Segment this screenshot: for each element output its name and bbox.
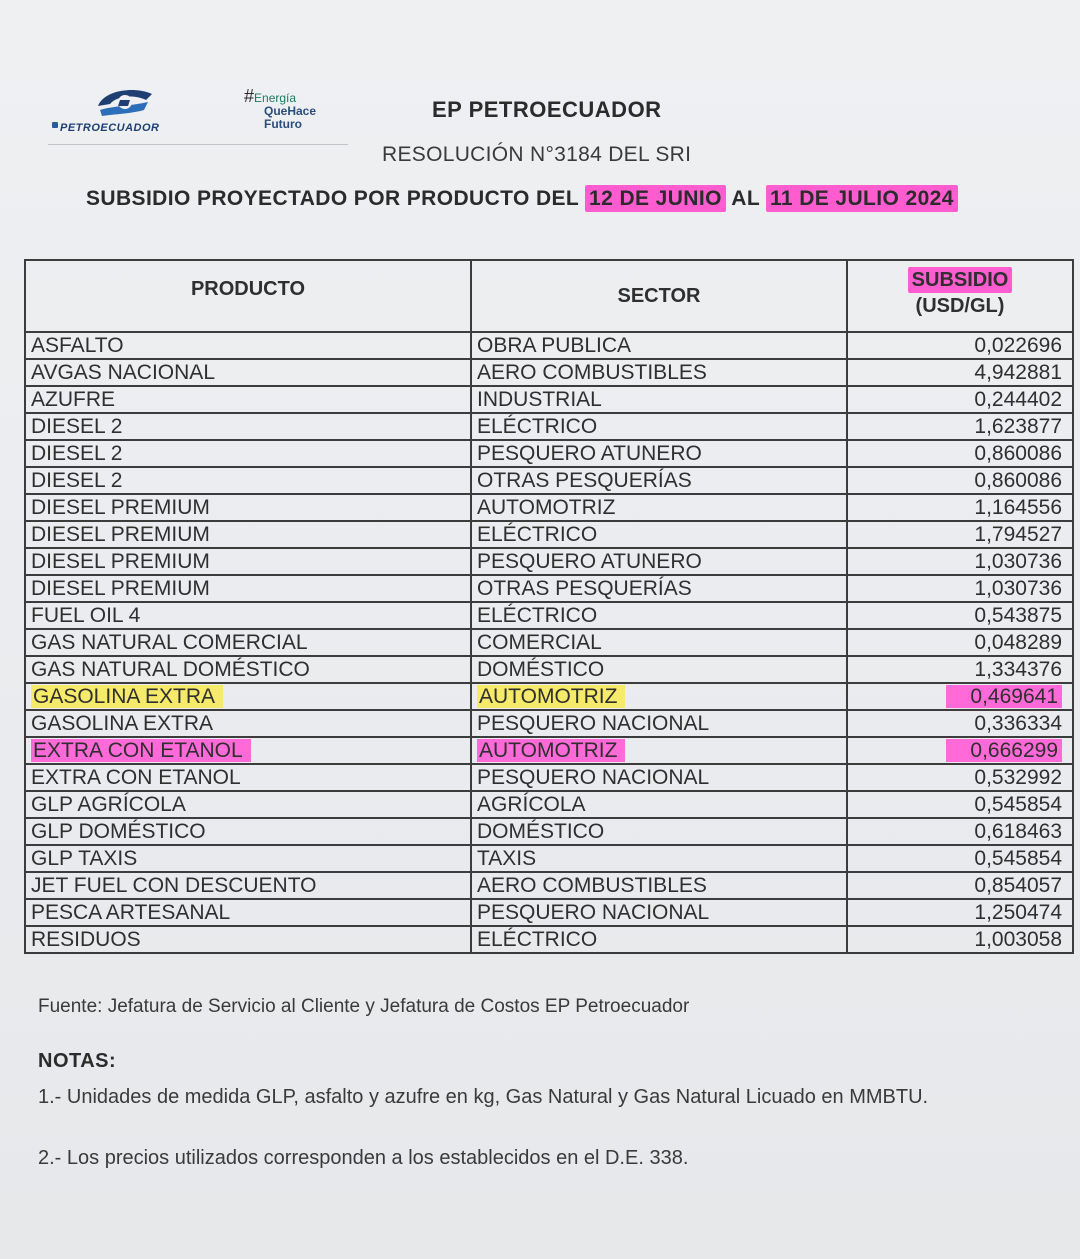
cell-sector bbox=[471, 332, 847, 359]
cell-product bbox=[25, 359, 471, 386]
table-row bbox=[25, 629, 1073, 656]
cell-subsidy-text: 0,860086 bbox=[974, 469, 1062, 492]
cell-product bbox=[25, 548, 471, 575]
table-row bbox=[25, 359, 1073, 386]
table-row bbox=[25, 575, 1073, 602]
cell-subsidy-text: 1,250474 bbox=[974, 901, 1062, 924]
cell-subsidy bbox=[847, 926, 1073, 953]
table-row bbox=[25, 656, 1073, 683]
header-subsidy-label: SUBSIDIO bbox=[908, 267, 1013, 293]
cell-subsidy bbox=[847, 359, 1073, 386]
cell-subsidy-text: 0,618463 bbox=[974, 820, 1062, 843]
cell-sector bbox=[471, 521, 847, 548]
cell-product-text: GAS NATURAL DOMÉSTICO bbox=[31, 658, 310, 681]
table-row bbox=[25, 818, 1073, 845]
subtitle-mid: AL bbox=[731, 187, 760, 210]
document-subtitle bbox=[86, 187, 958, 211]
cell-sector bbox=[471, 845, 847, 872]
cell-subsidy-text: 0,860086 bbox=[974, 442, 1062, 465]
cell-sector bbox=[471, 656, 847, 683]
cell-product-text: FUEL OIL 4 bbox=[31, 604, 141, 627]
subsidy-table bbox=[24, 259, 1074, 954]
slogan bbox=[244, 86, 317, 131]
cell-sector bbox=[471, 899, 847, 926]
cell-subsidy-text: 1,030736 bbox=[974, 577, 1062, 600]
cell-product-text: AZUFRE bbox=[31, 388, 115, 411]
cell-product bbox=[25, 494, 471, 521]
cell-product bbox=[25, 521, 471, 548]
cell-product-text: JET FUEL CON DESCUENTO bbox=[31, 874, 317, 897]
header-subsidy bbox=[847, 260, 1073, 332]
cell-product-text: DIESEL 2 bbox=[31, 469, 123, 492]
cell-subsidy bbox=[847, 332, 1073, 359]
cell-subsidy bbox=[847, 386, 1073, 413]
cell-subsidy-text: 1,334376 bbox=[974, 658, 1062, 681]
cell-product-text: EXTRA CON ETANOL bbox=[31, 739, 251, 762]
cell-subsidy bbox=[847, 575, 1073, 602]
cell-product-text: DIESEL PREMIUM bbox=[31, 523, 210, 546]
cell-subsidy-text: 1,003058 bbox=[974, 928, 1062, 951]
cell-subsidy bbox=[847, 629, 1073, 656]
table-row bbox=[25, 926, 1073, 953]
table-row bbox=[25, 386, 1073, 413]
cell-subsidy bbox=[847, 548, 1073, 575]
note-1: 1.- Unidades de medida GLP, asfalto y azufre en kg, Gas Natural y Gas Natural Licuado en MMBTU. bbox=[38, 1086, 929, 1108]
date-from: 12 DE JUNIO bbox=[585, 185, 726, 212]
resolution-title: RESOLUCIÓN N°3184 DEL SRI bbox=[382, 143, 692, 166]
cell-sector-text: DOMÉSTICO bbox=[477, 658, 605, 681]
note-2: 2.- Los precios utilizados corresponden a los establecidos en el D.E. 338. bbox=[38, 1147, 689, 1169]
cell-product-text: DIESEL 2 bbox=[31, 415, 123, 438]
cell-product-text: GAS NATURAL COMERCIAL bbox=[31, 631, 308, 654]
cell-subsidy bbox=[847, 710, 1073, 737]
table-row bbox=[25, 872, 1073, 899]
cell-subsidy-text: 1,164556 bbox=[974, 496, 1062, 519]
table-row bbox=[25, 548, 1073, 575]
cell-sector-text: COMERCIAL bbox=[477, 631, 602, 654]
cell-subsidy-text: 1,030736 bbox=[974, 550, 1062, 573]
subtitle-prefix: SUBSIDIO PROYECTADO POR PRODUCTO DEL bbox=[86, 187, 579, 210]
cell-subsidy-text: 0,545854 bbox=[974, 793, 1062, 816]
cell-subsidy bbox=[847, 818, 1073, 845]
cell-subsidy bbox=[847, 899, 1073, 926]
cell-sector bbox=[471, 764, 847, 791]
slogan-hash: # bbox=[244, 86, 255, 106]
cell-product bbox=[25, 872, 471, 899]
cell-sector bbox=[471, 494, 847, 521]
cell-sector bbox=[471, 683, 847, 710]
table-row bbox=[25, 737, 1073, 764]
cell-sector-text: PESQUERO ATUNERO bbox=[477, 550, 702, 573]
cell-subsidy-text: 1,794527 bbox=[974, 523, 1062, 546]
cell-product-text: AVGAS NACIONAL bbox=[31, 361, 215, 384]
cell-sector-text: OTRAS PESQUERÍAS bbox=[477, 577, 692, 600]
cell-subsidy bbox=[847, 683, 1073, 710]
cell-product bbox=[25, 575, 471, 602]
cell-sector bbox=[471, 440, 847, 467]
cell-subsidy-text: 4,942881 bbox=[974, 361, 1062, 384]
cell-subsidy-text: 0,469641 bbox=[946, 685, 1062, 708]
table-row bbox=[25, 332, 1073, 359]
cell-sector bbox=[471, 791, 847, 818]
table-row bbox=[25, 899, 1073, 926]
cell-subsidy bbox=[847, 737, 1073, 764]
cell-subsidy bbox=[847, 467, 1073, 494]
cell-sector-text: ELÉCTRICO bbox=[477, 928, 598, 951]
slogan-line-1: Energía bbox=[254, 91, 297, 105]
petroecuador-logo bbox=[52, 82, 202, 142]
cell-product bbox=[25, 791, 471, 818]
cell-product-text: EXTRA CON ETANOL bbox=[31, 766, 241, 789]
slogan-line-2: QueHace bbox=[264, 104, 317, 118]
cell-product bbox=[25, 683, 471, 710]
cell-subsidy bbox=[847, 521, 1073, 548]
cell-sector bbox=[471, 386, 847, 413]
source-note: Fuente: Jefatura de Servicio al Cliente y Jefatura de Costos EP Petroecuador bbox=[38, 996, 690, 1017]
table-row bbox=[25, 710, 1073, 737]
table-row bbox=[25, 683, 1073, 710]
cell-product-text: PESCA ARTESANAL bbox=[31, 901, 231, 924]
cell-sector-text: PESQUERO NACIONAL bbox=[477, 712, 710, 735]
cell-sector-text: AERO COMBUSTIBLES bbox=[477, 874, 707, 897]
cell-sector bbox=[471, 575, 847, 602]
cell-sector-text: ELÉCTRICO bbox=[477, 415, 598, 438]
cell-product bbox=[25, 818, 471, 845]
cell-sector bbox=[471, 467, 847, 494]
cell-sector-text: TAXIS bbox=[477, 847, 537, 870]
cell-product bbox=[25, 764, 471, 791]
cell-sector-text: OTRAS PESQUERÍAS bbox=[477, 469, 692, 492]
header-divider bbox=[48, 144, 348, 145]
cell-subsidy-text: 0,336334 bbox=[974, 712, 1062, 735]
cell-product bbox=[25, 629, 471, 656]
cell-sector bbox=[471, 926, 847, 953]
header-subsidy-unit: (USD/GL) bbox=[915, 295, 1005, 317]
logo-dot bbox=[52, 122, 58, 128]
cell-product bbox=[25, 413, 471, 440]
slogan-line-3: Futuro bbox=[264, 117, 302, 131]
header-product: PRODUCTO bbox=[25, 260, 471, 332]
cell-sector-text: DOMÉSTICO bbox=[477, 820, 605, 843]
cell-sector-text: INDUSTRIAL bbox=[477, 388, 602, 411]
cell-subsidy-text: 0,545854 bbox=[974, 847, 1062, 870]
cell-product bbox=[25, 467, 471, 494]
table-body bbox=[25, 332, 1073, 953]
cell-product-text: GASOLINA EXTRA bbox=[31, 712, 214, 735]
table-row bbox=[25, 521, 1073, 548]
cell-subsidy-text: 0,543875 bbox=[974, 604, 1062, 627]
cell-sector-text: AUTOMOTRIZ bbox=[477, 685, 625, 708]
cell-product bbox=[25, 710, 471, 737]
cell-product-text: DIESEL PREMIUM bbox=[31, 496, 210, 519]
cell-product-text: DIESEL 2 bbox=[31, 442, 123, 465]
cell-sector bbox=[471, 629, 847, 656]
cell-product bbox=[25, 899, 471, 926]
cell-product-text: GLP DOMÉSTICO bbox=[31, 820, 206, 843]
cell-product bbox=[25, 845, 471, 872]
cell-subsidy bbox=[847, 845, 1073, 872]
organization-title: EP PETROECUADOR bbox=[432, 97, 662, 122]
cell-subsidy-text: 0,666299 bbox=[946, 739, 1062, 762]
cell-sector-text: AERO COMBUSTIBLES bbox=[477, 361, 707, 384]
table-row bbox=[25, 845, 1073, 872]
header-sector: SECTOR bbox=[471, 260, 847, 332]
table-row bbox=[25, 791, 1073, 818]
cell-sector-text: ELÉCTRICO bbox=[477, 523, 598, 546]
cell-subsidy-text: 0,022696 bbox=[974, 334, 1062, 357]
table-row bbox=[25, 764, 1073, 791]
cell-subsidy bbox=[847, 764, 1073, 791]
table-row bbox=[25, 494, 1073, 521]
cell-product bbox=[25, 332, 471, 359]
cell-product bbox=[25, 602, 471, 629]
cell-product bbox=[25, 656, 471, 683]
date-to: 11 DE JULIO 2024 bbox=[766, 185, 958, 212]
cell-subsidy bbox=[847, 440, 1073, 467]
cell-subsidy-text: 0,048289 bbox=[974, 631, 1062, 654]
logo-wordmark: PETROECUADOR bbox=[60, 122, 160, 134]
cell-product-text: GLP TAXIS bbox=[31, 847, 138, 870]
cell-sector bbox=[471, 737, 847, 764]
cell-subsidy bbox=[847, 602, 1073, 629]
cell-sector-text: PESQUERO ATUNERO bbox=[477, 442, 702, 465]
cell-product-text: DIESEL PREMIUM bbox=[31, 550, 210, 573]
table-row bbox=[25, 440, 1073, 467]
cell-sector-text: OBRA PUBLICA bbox=[477, 334, 632, 357]
table-header-row bbox=[25, 260, 1073, 332]
cell-subsidy-text: 0,532992 bbox=[974, 766, 1062, 789]
cell-subsidy-text: 1,623877 bbox=[974, 415, 1062, 438]
cell-sector bbox=[471, 602, 847, 629]
cell-subsidy-text: 0,854057 bbox=[974, 874, 1062, 897]
cell-product bbox=[25, 386, 471, 413]
cell-sector-text: AGRÍCOLA bbox=[477, 793, 586, 816]
cell-sector-text: AUTOMOTRIZ bbox=[477, 496, 616, 519]
cell-sector bbox=[471, 413, 847, 440]
cell-subsidy bbox=[847, 872, 1073, 899]
cell-product-text: ASFALTO bbox=[31, 334, 124, 357]
table-row bbox=[25, 467, 1073, 494]
notes-title: NOTAS: bbox=[38, 1050, 117, 1072]
table-row bbox=[25, 602, 1073, 629]
cell-subsidy bbox=[847, 791, 1073, 818]
cell-product bbox=[25, 737, 471, 764]
cell-subsidy bbox=[847, 656, 1073, 683]
cell-product bbox=[25, 440, 471, 467]
cell-product-text: GASOLINA EXTRA bbox=[31, 685, 223, 708]
cell-sector-text: PESQUERO NACIONAL bbox=[477, 766, 710, 789]
cell-sector bbox=[471, 359, 847, 386]
cell-subsidy-text: 0,244402 bbox=[974, 388, 1062, 411]
cell-product-text: RESIDUOS bbox=[31, 928, 141, 951]
cell-subsidy bbox=[847, 494, 1073, 521]
table-row bbox=[25, 413, 1073, 440]
cell-sector bbox=[471, 548, 847, 575]
cell-sector-text: ELÉCTRICO bbox=[477, 604, 598, 627]
cell-sector bbox=[471, 818, 847, 845]
cell-sector bbox=[471, 710, 847, 737]
cell-product-text: GLP AGRÍCOLA bbox=[31, 793, 186, 816]
cell-subsidy bbox=[847, 413, 1073, 440]
cell-product-text: DIESEL PREMIUM bbox=[31, 577, 210, 600]
cell-sector-text: PESQUERO NACIONAL bbox=[477, 901, 710, 924]
cell-sector-text: AUTOMOTRIZ bbox=[477, 739, 625, 762]
cell-sector bbox=[471, 872, 847, 899]
cell-product bbox=[25, 926, 471, 953]
petroecuador-emblem-icon bbox=[90, 84, 160, 124]
